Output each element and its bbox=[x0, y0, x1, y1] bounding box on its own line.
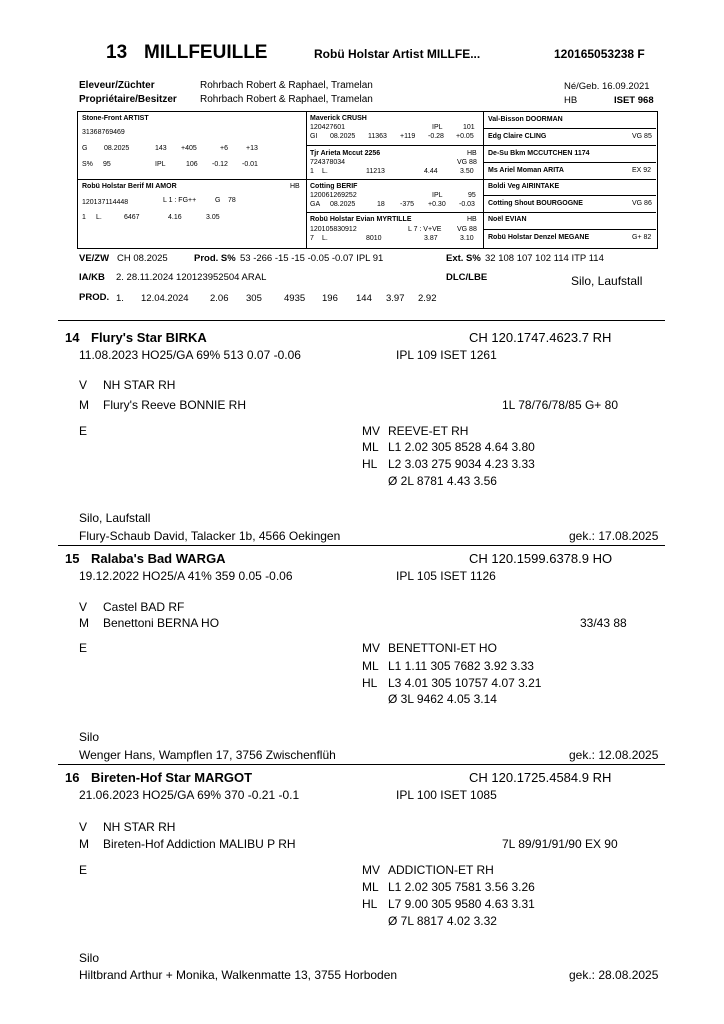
sd-name: Tjr Arieta Mccut 2256 bbox=[310, 150, 381, 157]
ggp-name: Robü Holstar Denzel MEGANE bbox=[488, 234, 590, 241]
dam-stat: 3.05 bbox=[206, 214, 220, 221]
sire-stat: S% bbox=[82, 161, 93, 168]
prod-value: 2.92 bbox=[418, 293, 437, 304]
hl-label: HL bbox=[362, 457, 378, 471]
sd-stat: 3.50 bbox=[460, 168, 474, 175]
entry-id: CH 120.1725.4584.9 RH bbox=[469, 770, 612, 785]
mv-value: BENETTONI-ET HO bbox=[388, 641, 497, 655]
owner-label: Propriétaire/Besitzer bbox=[79, 94, 177, 105]
prod-value: 4935 bbox=[284, 293, 306, 304]
entry-line: 11.08.2023 HO25/GA 69% 513 0.07 -0.06 bbox=[79, 348, 301, 362]
dam-score: 1L 78/76/78/85 G+ 80 bbox=[502, 398, 618, 412]
ds-stat: -375 bbox=[400, 201, 415, 208]
sire-stat: +6 bbox=[220, 145, 228, 152]
prod-value: 305 bbox=[246, 293, 262, 304]
ext-label: Ext. S% bbox=[446, 253, 481, 264]
ds-name: Cotting BERIF bbox=[310, 183, 358, 190]
e-label: E bbox=[79, 863, 88, 877]
entry-purchase-date: gek.: 12.08.2025 bbox=[569, 748, 659, 762]
ss-ipl: 101 bbox=[463, 124, 475, 131]
ml-value: L1 2.02 305 8528 4.64 3.80 bbox=[388, 440, 535, 454]
ds-stat: 08.2025 bbox=[330, 201, 356, 208]
dam-label: M bbox=[79, 837, 89, 851]
sd-breed: HB bbox=[467, 150, 477, 157]
entry-location: Silo bbox=[79, 951, 100, 965]
dam-lin: L 1 : FG++ bbox=[163, 197, 197, 204]
prod-s-value: 53 -266 -15 -15 -0.05 -0.07 IPL 91 bbox=[240, 253, 384, 264]
iakb-value: 2. 28.11.2024 120123952504 ARAL bbox=[116, 272, 267, 283]
breed-code: HB bbox=[564, 95, 578, 106]
ds-stat: 18 bbox=[377, 201, 385, 208]
ggp-name: Ms Ariel Moman ARITA bbox=[488, 167, 564, 174]
ss-ipl-label: IPL bbox=[432, 124, 443, 131]
dam-stat: 4.16 bbox=[168, 214, 182, 221]
entry-name: Flury's Star BIRKA bbox=[91, 330, 207, 345]
ds-stat: +0.30 bbox=[428, 201, 446, 208]
e-label: E bbox=[79, 641, 88, 655]
ggp-score: EX 92 bbox=[632, 167, 652, 174]
ml-value: L1 1.11 305 7682 3.92 3.33 bbox=[388, 659, 534, 673]
hl-value: L3 4.01 305 10757 4.07 3.21 bbox=[388, 676, 542, 690]
e-label: E bbox=[79, 424, 88, 438]
entry-owner: Wenger Hans, Wampflen 17, 3756 Zwischenflüh bbox=[79, 748, 336, 762]
sd-stat: 4.44 bbox=[424, 168, 438, 175]
sire-stat: +405 bbox=[181, 145, 197, 152]
entry-number: 15 bbox=[65, 551, 80, 566]
sire-stat: G bbox=[82, 145, 88, 152]
sire-stat: 95 bbox=[103, 161, 111, 168]
hl-label: HL bbox=[362, 897, 378, 911]
ggp-score: VG 85 bbox=[632, 133, 652, 140]
ds-stat: GA bbox=[310, 201, 321, 208]
mv-value: REEVE-ET RH bbox=[388, 424, 469, 438]
ss-stat: +119 bbox=[400, 133, 416, 140]
ml-label: ML bbox=[362, 440, 379, 454]
entry-number: 14 bbox=[65, 330, 80, 345]
animal-id: 120165053238 F bbox=[554, 47, 645, 61]
entry-owner: Flury-Schaub David, Talacker 1b, 4566 Oekingen bbox=[79, 529, 341, 543]
sire-stat: 143 bbox=[155, 145, 167, 152]
sire-stat: 106 bbox=[186, 161, 198, 168]
average-value: Ø 3L 9462 4.05 3.14 bbox=[388, 692, 497, 706]
iakb-label: IA/KB bbox=[79, 272, 105, 283]
mv-label: MV bbox=[362, 863, 380, 877]
dam-id: 120137114448 bbox=[82, 199, 129, 206]
owner-value: Rohrbach Robert & Raphael, Tramelan bbox=[200, 94, 373, 105]
breeder-value: Rohrbach Robert & Raphael, Tramelan bbox=[200, 80, 373, 91]
hl-label: HL bbox=[362, 676, 378, 690]
entry-location: Silo, Laufstall bbox=[79, 511, 151, 525]
mv-label: MV bbox=[362, 424, 380, 438]
entry-divider bbox=[58, 764, 665, 765]
ml-label: ML bbox=[362, 880, 379, 894]
ds-id: 120061269252 bbox=[310, 192, 357, 199]
entry-line: 19.12.2022 HO25/A 41% 359 0.05 -0.06 bbox=[79, 569, 293, 583]
dd-name: Robü Holstar Evian MYRTILLE bbox=[310, 216, 412, 223]
ggp-name: Edg Claire CLING bbox=[488, 133, 547, 140]
dam-value: Flury's Reeve BONNIE RH bbox=[103, 398, 246, 412]
hl-value: L7 9.00 305 9580 4.63 3.31 bbox=[388, 897, 535, 911]
entry-ipl: IPL 100 ISET 1085 bbox=[396, 788, 497, 802]
dd-id: 120105830912 bbox=[310, 226, 357, 233]
sire-label: V bbox=[79, 820, 88, 834]
ss-name: Maverick CRUSH bbox=[310, 115, 367, 122]
ext-value: 32 108 107 102 114 ITP 114 bbox=[485, 253, 604, 264]
dd-stat: L. bbox=[322, 235, 328, 242]
sd-stat: 1 bbox=[310, 168, 314, 175]
sire-label: V bbox=[79, 600, 88, 614]
mv-label: MV bbox=[362, 641, 380, 655]
vezw-value: CH 08.2025 bbox=[117, 253, 168, 264]
prod-value: 1. bbox=[116, 293, 124, 304]
ggp-score: VG 86 bbox=[632, 200, 652, 207]
ggp-name: Noël EVIAN bbox=[488, 216, 527, 223]
dam-breed: HB bbox=[290, 183, 300, 190]
dam-value: Bireten-Hof Addiction MALIBU P RH bbox=[103, 837, 296, 851]
sire-value: NH STAR RH bbox=[103, 820, 176, 834]
ggp-name: Cotting Shout BOURGOGNE bbox=[488, 200, 583, 207]
entry-purchase-date: gek.: 17.08.2025 bbox=[569, 529, 659, 543]
ml-label: ML bbox=[362, 659, 379, 673]
ds-ipl: 95 bbox=[468, 192, 476, 199]
ggp-name: De-Su Bkm MCCUTCHEN 1174 bbox=[488, 150, 590, 157]
ggp-score: G+ 82 bbox=[632, 234, 652, 241]
dd-vg: VG 88 bbox=[457, 226, 477, 233]
entry-id: CH 120.1599.6378.9 HO bbox=[469, 551, 613, 566]
entry-purchase-date: gek.: 28.08.2025 bbox=[569, 968, 659, 982]
ss-stat: -0.28 bbox=[428, 133, 444, 140]
dam-g-value: 78 bbox=[228, 197, 236, 204]
sd-stat: 11213 bbox=[366, 168, 385, 175]
animal-number: 13 bbox=[106, 42, 128, 63]
dam-stat: 1 bbox=[82, 214, 86, 221]
animal-name: MILLFEUILLE bbox=[144, 42, 268, 63]
sire-value: NH STAR RH bbox=[103, 378, 176, 392]
entry-ipl: IPL 109 ISET 1261 bbox=[396, 348, 497, 362]
entry-line: 21.06.2023 HO25/GA 69% 370 -0.21 -0.1 bbox=[79, 788, 300, 802]
sd-id: 724378034 bbox=[310, 159, 346, 166]
location: Silo, Laufstall bbox=[571, 274, 643, 288]
prod-value: 196 bbox=[322, 293, 338, 304]
sire-name: Stone-Front ARTIST bbox=[82, 115, 149, 122]
sire-stat: 08.2025 bbox=[104, 145, 130, 152]
dam-score: 7L 89/91/91/90 EX 90 bbox=[502, 837, 618, 851]
dd-lin: L 7 : V+VE bbox=[408, 226, 442, 233]
prod-value: 2.06 bbox=[210, 293, 229, 304]
sd-stat: L. bbox=[322, 168, 328, 175]
ss-id: 120427601 bbox=[310, 124, 346, 131]
sire-label: V bbox=[79, 378, 88, 392]
ss-stat: 11363 bbox=[368, 133, 387, 140]
entry-ipl: IPL 105 ISET 1126 bbox=[396, 569, 496, 583]
ml-value: L1 2.02 305 7581 3.56 3.26 bbox=[388, 880, 535, 894]
dd-stat: 3.87 bbox=[424, 235, 438, 242]
animal-full-name: Robü Holstar Artist MILLFE... bbox=[314, 47, 481, 61]
prod-label: PROD. bbox=[79, 292, 110, 303]
ss-stat: 08.2025 bbox=[330, 133, 356, 140]
breeder-label: Eleveur/Züchter bbox=[79, 80, 155, 91]
dd-stat: 8010 bbox=[366, 235, 382, 242]
dam-name: Robü Holstar Berif MI AMOR bbox=[82, 183, 177, 190]
average-value: Ø 7L 8817 4.02 3.32 bbox=[388, 914, 497, 928]
section-divider bbox=[58, 320, 665, 321]
entry-name: Ralaba's Bad WARGA bbox=[91, 551, 226, 566]
sire-stat: -0.12 bbox=[212, 161, 228, 168]
ds-stat: -0.03 bbox=[459, 201, 475, 208]
ggp-name: Boldi Veg AIRINTAKE bbox=[488, 183, 560, 190]
sire-value: Castel BAD RF bbox=[103, 600, 185, 614]
dam-label: M bbox=[79, 616, 89, 630]
ds-ipl-label: IPL bbox=[432, 192, 443, 199]
dd-stat: 7 bbox=[310, 235, 314, 242]
sire-stat: +13 bbox=[246, 145, 258, 152]
dd-stat: 3.10 bbox=[460, 235, 474, 242]
prod-value: 12.04.2024 bbox=[141, 293, 189, 304]
dam-stat: L. bbox=[96, 214, 102, 221]
ss-stat: +0.05 bbox=[456, 133, 474, 140]
ss-stat: GI bbox=[310, 133, 318, 140]
dam-g: G bbox=[215, 197, 221, 204]
dam-score: 33/43 88 bbox=[580, 616, 627, 630]
dam-stat: 6467 bbox=[124, 214, 140, 221]
entry-location: Silo bbox=[79, 730, 100, 744]
dd-breed: HB bbox=[467, 216, 477, 223]
hl-value: L2 3.03 275 9034 4.23 3.33 bbox=[388, 457, 535, 471]
sire-id: 31368769469 bbox=[82, 129, 125, 136]
dam-value: Benettoni BERNA HO bbox=[103, 616, 220, 630]
dlc-label: DLC/LBE bbox=[446, 272, 488, 283]
sire-stat: IPL bbox=[155, 161, 166, 168]
birth-date: Né/Geb. 16.09.2021 bbox=[564, 81, 650, 92]
dam-label: M bbox=[79, 398, 89, 412]
entry-name: Bireten-Hof Star MARGOT bbox=[91, 770, 253, 785]
average-value: Ø 2L 8781 4.43 3.56 bbox=[388, 474, 497, 488]
iset-value: ISET 968 bbox=[614, 95, 654, 106]
entry-owner: Hiltbrand Arthur + Monika, Walkenmatte 13, 3755 Horboden bbox=[79, 968, 398, 982]
vezw-label: VE/ZW bbox=[79, 253, 110, 264]
mv-value: ADDICTION-ET RH bbox=[388, 863, 494, 877]
prod-value: 144 bbox=[356, 293, 372, 304]
sire-stat: -0.01 bbox=[242, 161, 258, 168]
sd-vg: VG 88 bbox=[457, 159, 477, 166]
prod-s-label: Prod. S% bbox=[194, 253, 236, 264]
ggp-name: Val-Bisson DOORMAN bbox=[488, 116, 563, 123]
entry-divider bbox=[58, 545, 665, 546]
entry-id: CH 120.1747.4623.7 RH bbox=[469, 330, 612, 345]
prod-value: 3.97 bbox=[386, 293, 405, 304]
entry-number: 16 bbox=[65, 770, 80, 785]
